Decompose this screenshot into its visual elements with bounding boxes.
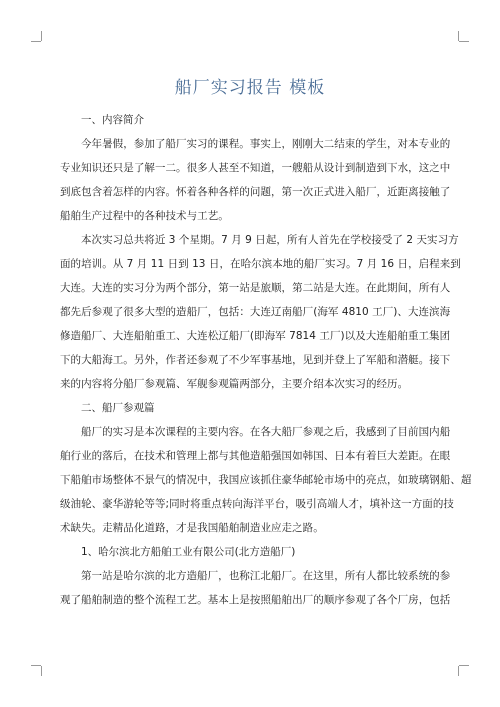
section-heading-shipyard-visit: 二、船厂参观篇 — [81, 402, 155, 414]
paragraph-line: 修造船厂、大连船舶重工、大连松辽船厂(即海军 7814 工厂)以及大连船舶重工集团 — [60, 330, 451, 342]
crop-mark-top-right-v — [458, 31, 459, 41]
crop-mark-top-right-h — [459, 41, 469, 42]
paragraph-line: 专业知识还只是了解一二。很多人甚至不知道，一艘船从设计到制造到下水，这之中 — [60, 162, 451, 174]
crop-mark-bottom-left-h — [31, 665, 41, 666]
crop-mark-bottom-right-h — [459, 665, 469, 666]
paragraph-line: 今年暑假，参加了船厂实习的课程。事实上，刚刚大二结束的学生，对本专业的 — [81, 138, 451, 150]
paragraph-line: 下的大船海工。另外，作者还参观了不少军事基地，见到并登上了军船和潜艇。接下 — [60, 354, 451, 366]
paragraph-line: 到底包含着怎样的内容。怀着各种各样的问题，第一次正式进入船厂，近距离接触了 — [60, 186, 451, 198]
section-heading-intro: 一、内容简介 — [81, 114, 144, 126]
paragraph-intro-2 — [60, 228, 461, 396]
document-title: 船厂实习报告 模板 — [174, 78, 326, 99]
paragraph-intro-1 — [60, 132, 451, 228]
paragraph-line: 舶行业的落后，在技术和管理上都与其他造船强国如韩国、日本有着巨大差距。在眼 — [60, 450, 451, 462]
crop-mark-top-left-v — [41, 31, 42, 41]
crop-mark-top-left-h — [31, 41, 41, 42]
paragraph-line: 船厂的实习是本次课程的主要内容。在各大船厂参观之后，我感到了目前国内船 — [81, 426, 451, 438]
paragraph-line: 第一站是哈尔滨的北方造船厂，也称江北船厂。在这里，所有人都比较系统的参 — [81, 570, 451, 582]
document-body — [60, 108, 472, 612]
crop-mark-bottom-left-v — [41, 666, 42, 676]
paragraph-line: 都先后参观了很多大型的造船厂，包括：大连辽南船厂(海军 4810 工厂)、大连滨海 — [60, 306, 451, 318]
paragraph-line: 大连。大连的实习分为两个部分，第一站是旅顺，第二站是大连。在此期间，所有人 — [60, 282, 451, 294]
paragraph-line: 下船舶市场整体不景气的情况中，我国应该抓住豪华邮轮市场中的亮点，如玻璃钢船、超 — [60, 474, 472, 486]
paragraph-line: 级油轮、豪华游轮等等;同时将重点转向海洋平台，吸引高端人才，填补这一方面的技 — [60, 498, 454, 510]
crop-mark-bottom-right-v — [458, 666, 459, 676]
paragraph-line: 来的内容将分船厂参观篇、军舰参观篇两部分，主要介绍本次实习的经历。 — [60, 378, 409, 390]
paragraph-shipyard-1 — [60, 420, 472, 540]
paragraph-line: 术缺失。走精品化道路，才是我国船舶制造业应走之路。 — [60, 522, 324, 534]
paragraph-line: 船舶生产过程中的各种技术与工艺。 — [60, 210, 229, 222]
paragraph-line: 面的培训。从 7 月 11 日到 13 日，在哈尔滨本地的船厂实习。7 月 16 日，启程来到 — [60, 258, 461, 270]
paragraph-line: 观了船舶制造的整个流程工艺。基本上是按照船舶出厂的顺序参观了各个厂房，包括 — [60, 594, 451, 606]
paragraph-line: 本次实习总共将近 3 个星期。7 月 9 日起，所有人首先在学校接受了 2 天实习方 — [81, 234, 459, 246]
section-heading-harbin-north-shipyard: 1、哈尔滨北方船舶工业有限公司(北方造船厂) — [81, 546, 296, 558]
paragraph-harbin-1 — [60, 564, 451, 612]
